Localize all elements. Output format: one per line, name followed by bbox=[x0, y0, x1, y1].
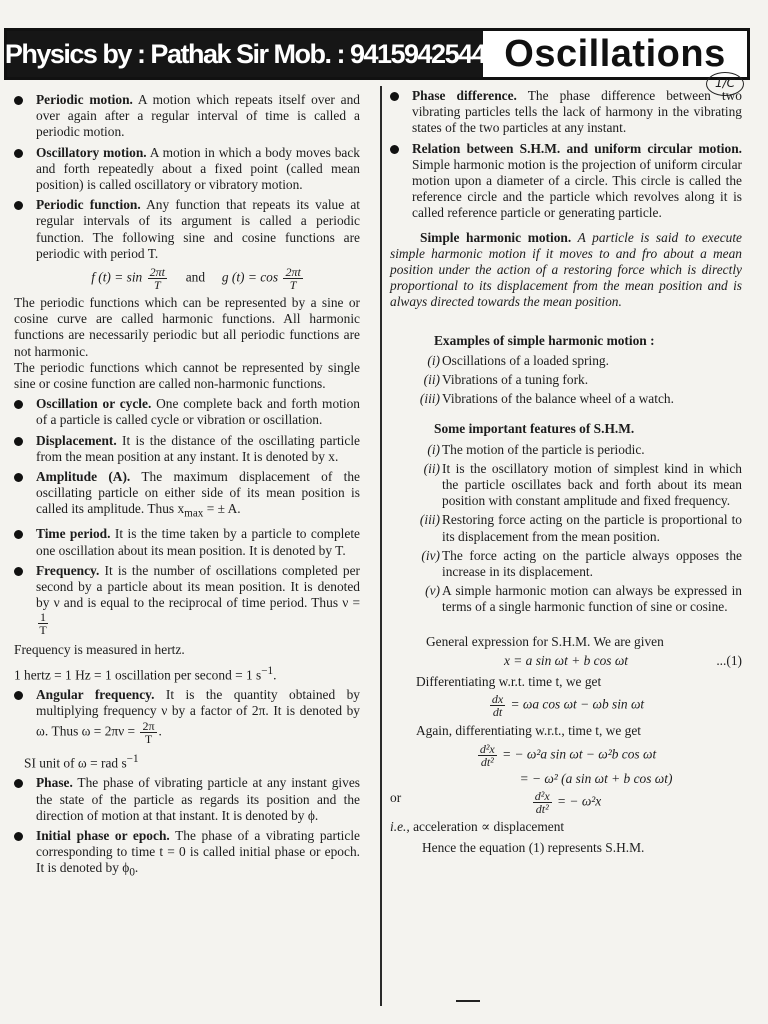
list-number: (ii) bbox=[423, 460, 440, 476]
general-intro: General expression for S.H.M. We are given bbox=[426, 633, 664, 649]
term-label: Simple harmonic motion. bbox=[420, 229, 572, 245]
hertz-definition bbox=[14, 663, 360, 684]
non-harmonic-functions-text: The periodic functions which cannot be represented by single sine or cosine function are called non-harmonic functions. bbox=[14, 359, 360, 392]
list-number: (iii) bbox=[419, 512, 440, 528]
definition-time-period bbox=[14, 526, 360, 558]
subscript: 0 bbox=[129, 867, 135, 879]
bullet-icon bbox=[390, 145, 399, 154]
fraction-numerator: 1 bbox=[40, 610, 46, 625]
list-text: The motion of the particle is periodic. bbox=[442, 441, 645, 457]
differentiate-first: Differentiating w.r.t. time t, we get bbox=[416, 674, 602, 690]
definition-tail: = ± A. bbox=[203, 501, 241, 517]
frequency-unit-text: Frequency is measured in hertz. bbox=[14, 642, 185, 658]
definition-text: It is the number of oscillations completed per second by a particle about its mean position. It is denoted by ν and is equal to the reciprocal of time period. Thus ν = bbox=[36, 562, 360, 611]
superscript: −1 bbox=[261, 664, 274, 677]
definition-tail: . bbox=[134, 860, 139, 876]
fraction-numerator: dx bbox=[491, 692, 504, 707]
features-item bbox=[390, 512, 742, 544]
features-list bbox=[390, 442, 742, 616]
bullet-icon bbox=[390, 92, 399, 101]
page-header bbox=[4, 28, 750, 80]
hertz-text: 1 hertz = 1 Hz = 1 oscillation per second = 1 s bbox=[14, 667, 262, 683]
term-label: Periodic function. bbox=[36, 197, 141, 213]
right-column bbox=[390, 88, 742, 858]
definition-phase bbox=[14, 775, 360, 824]
features-item bbox=[390, 461, 742, 510]
equation-factored: = − ω² (a sin ωt + b cos ωt) bbox=[519, 770, 673, 786]
term-label: Displacement. bbox=[36, 432, 117, 448]
examples-item bbox=[390, 353, 742, 369]
definition-periodic-function bbox=[14, 197, 360, 392]
definition-phase-difference bbox=[390, 88, 742, 137]
column-divider bbox=[380, 86, 382, 1006]
fraction-numerator: 2πt bbox=[285, 265, 301, 280]
term-label: Initial phase or epoch. bbox=[36, 827, 170, 843]
fraction-denominator: dt bbox=[492, 705, 503, 720]
definition-displacement bbox=[14, 433, 360, 465]
term-label: Relation between S.H.M. and uniform circular motion. bbox=[412, 140, 742, 156]
equation-shm-form bbox=[390, 790, 742, 815]
list-text: A simple harmonic motion can always be expressed in terms of a single harmonic function of sine or cosine. bbox=[442, 583, 742, 615]
ie-label: i.e., bbox=[390, 818, 410, 834]
fraction bbox=[140, 720, 156, 745]
term-label: Phase. bbox=[36, 775, 73, 791]
definition-angular-frequency bbox=[14, 687, 360, 771]
examples-item bbox=[390, 372, 742, 388]
term-label: Angular frequency. bbox=[36, 687, 155, 703]
term-label: Oscillation or cycle. bbox=[36, 396, 152, 412]
bullet-icon bbox=[14, 437, 23, 446]
definition-text: Any function that repeats its value at regular intervals of its argument is called a periodic function. The following sine and cosine functions are periodic with period T. bbox=[36, 197, 360, 261]
proportionality-statement bbox=[390, 819, 742, 835]
periodic-function-formula bbox=[36, 266, 360, 291]
definition-text: It is the distance of the oscillating particle from the mean position at any instant. It is denoted by x. bbox=[36, 432, 360, 464]
examples-list bbox=[390, 353, 742, 408]
list-number: (ii) bbox=[423, 372, 440, 388]
fraction bbox=[533, 790, 552, 815]
bullet-icon bbox=[14, 530, 23, 539]
header-chapter-title: Oscillations bbox=[504, 32, 726, 75]
fraction-denominator: T bbox=[153, 278, 161, 293]
features-item bbox=[390, 583, 742, 615]
fraction bbox=[283, 266, 302, 291]
acceleration-expression: = − ω²a sin ωt − ω²b cos ωt bbox=[502, 746, 657, 762]
hertz-tail: . bbox=[273, 667, 277, 683]
page-number-stamp: 1/C bbox=[706, 72, 744, 96]
fraction-denominator: T bbox=[144, 731, 153, 746]
features-title: Some important features of S.H.M. bbox=[434, 421, 635, 437]
bullet-icon bbox=[14, 832, 23, 841]
shm-definition bbox=[390, 230, 742, 311]
list-number: (iii) bbox=[419, 391, 440, 407]
term-label: Phase difference. bbox=[412, 88, 517, 103]
definition-text: The phase of a vibrating particle corresponding to time t = 0 is called initial phase or epoch. It is denoted by ϕ bbox=[36, 827, 360, 876]
definition-text: The phase of vibrating particle at any instant gives the state of the particle as regards its position and the direction of motion at that instant. It is denoted by ϕ. bbox=[36, 775, 360, 823]
definition-text: The maximum displacement of the oscillating particle on either side of its mean position is called its amplitude. Thus x bbox=[36, 469, 360, 517]
fraction-denominator: dt² bbox=[480, 754, 494, 769]
definition-text: A particle is said to execute simple harmonic motion if it moves to and fro about a mean position under the action of a restoring force which is directly proportional to its displacement from the mean position and is always directed towards the mean position. bbox=[390, 229, 742, 310]
fraction-numerator: d²x bbox=[534, 788, 550, 803]
fraction-numerator: 2π bbox=[142, 718, 155, 733]
examples-title: Examples of simple harmonic motion : bbox=[434, 332, 655, 348]
velocity-expression: = ωa cos ωt − ωb sin ωt bbox=[510, 696, 645, 712]
harmonic-functions-text: The periodic functions which can be represented by a sine or cosine curve are called harmonic functions. All harmonic functions are necessarily periodic but all periodic functions are not harmonic. bbox=[14, 295, 360, 359]
bullet-icon bbox=[14, 473, 23, 482]
features-item bbox=[390, 548, 742, 580]
list-number: (i) bbox=[427, 441, 440, 457]
term-label: Oscillatory motion. bbox=[36, 144, 147, 160]
definition-text: A motion which repeats itself over and over again after a regular interval of time is called a periodic motion. bbox=[36, 92, 360, 140]
definition-initial-phase bbox=[14, 828, 360, 881]
si-unit-text: SI unit of ω = rad s bbox=[24, 755, 127, 771]
list-number: (iv) bbox=[421, 547, 440, 563]
list-text: The force acting on the particle always opposes the increase in its displacement. bbox=[442, 547, 742, 580]
examples-item bbox=[390, 391, 742, 407]
subscript: max bbox=[184, 508, 204, 521]
fraction-denominator: dt² bbox=[535, 801, 549, 816]
definition-frequency bbox=[14, 563, 360, 683]
bullet-icon bbox=[14, 96, 23, 105]
term-label: Frequency. bbox=[36, 562, 100, 578]
definition-text: It is the quantity obtained by multiplying frequency ν by a factor of 2π. It is denoted by ω. Thus ω = 2πν = bbox=[36, 687, 360, 739]
and-label: and bbox=[185, 269, 206, 285]
definition-periodic-motion bbox=[14, 92, 360, 141]
definition-amplitude bbox=[14, 469, 360, 522]
list-text: Restoring force acting on the particle is proportional to its displacement from the mean position. bbox=[442, 512, 742, 544]
proportionality-text: acceleration ∝ displacement bbox=[409, 818, 565, 834]
definition-text: A motion in which a body moves back and forth repeatedly about a fixed point (called mean position) is called oscillatory or vibratory motion. bbox=[36, 144, 360, 193]
fraction bbox=[38, 611, 48, 636]
definition-text: It is the time taken by a particle to complete one oscillation about its mean position. It is denoted by T. bbox=[36, 526, 360, 558]
list-number: (i) bbox=[427, 352, 440, 368]
bullet-icon bbox=[14, 149, 23, 158]
definition-oscillation bbox=[14, 396, 360, 428]
left-column bbox=[14, 92, 360, 885]
equation-number: ...(1) bbox=[716, 652, 742, 668]
definition-text: One complete back and forth motion of a particle is called cycle or vibration or oscillation. bbox=[36, 396, 360, 428]
page-end-dash bbox=[456, 1000, 480, 1002]
fraction-numerator: d²x bbox=[479, 741, 495, 756]
definition-tail: . bbox=[158, 723, 162, 739]
term-label: Amplitude (A). bbox=[36, 469, 131, 485]
conclusion-text: Hence the equation (1) represents S.H.M. bbox=[422, 839, 645, 855]
list-text: Oscillations of a loaded spring. bbox=[442, 352, 609, 368]
fraction-denominator: T bbox=[289, 278, 297, 293]
bullet-icon bbox=[14, 201, 23, 210]
term-label: Periodic motion. bbox=[36, 92, 133, 107]
fraction-denominator: T bbox=[39, 623, 47, 638]
bullet-icon bbox=[14, 779, 23, 788]
fraction bbox=[490, 693, 505, 718]
features-item bbox=[390, 442, 742, 458]
superscript: −1 bbox=[126, 752, 139, 765]
general-expression-block bbox=[390, 634, 742, 856]
equation-1-text: x = a sin ωt + b cos ωt bbox=[503, 652, 628, 668]
header-author-title: Physics by : Pathak Sir Mob. : 9415942544 bbox=[7, 31, 483, 77]
bullet-icon bbox=[14, 400, 23, 409]
equation-velocity bbox=[390, 693, 742, 718]
g-function-label: g (t) = cos bbox=[221, 269, 279, 285]
f-function-label: f (t) = sin bbox=[91, 269, 143, 285]
shm-expression: = − ω²x bbox=[557, 793, 602, 809]
equation-1 bbox=[390, 653, 742, 669]
list-number: (v) bbox=[425, 583, 440, 599]
differentiate-second: Again, differentiating w.r.t., time t, we get bbox=[416, 723, 641, 739]
term-label: Time period. bbox=[36, 526, 111, 542]
definition-text: The phase difference between two vibrating particles tells the lack of harmony in the vibrating states of the two particles at any instant. bbox=[412, 88, 742, 136]
list-text: Vibrations of a tuning fork. bbox=[442, 372, 589, 388]
bullet-icon bbox=[14, 691, 23, 700]
fraction bbox=[148, 266, 167, 291]
fraction bbox=[478, 743, 497, 768]
or-label: or bbox=[390, 789, 402, 805]
fraction-numerator: 2πt bbox=[149, 265, 165, 280]
bullet-icon bbox=[14, 567, 23, 576]
definition-oscillatory-motion bbox=[14, 145, 360, 194]
definition-text: Simple harmonic motion is the projection of uniform circular motion upon a diameter of a circle. This circle is called the reference circle and the particle which revolves along it is called reference particle or generating particle. bbox=[412, 156, 742, 221]
equation-acceleration bbox=[390, 743, 742, 768]
list-text: Vibrations of the balance wheel of a watch. bbox=[442, 391, 674, 407]
list-text: It is the oscillatory motion of simplest kind in which the particle oscillates back and forth about its mean position with constant amplitude and fixed frequency. bbox=[442, 460, 742, 509]
definition-shm-circular-relation bbox=[390, 141, 742, 222]
si-unit-line bbox=[24, 751, 360, 772]
